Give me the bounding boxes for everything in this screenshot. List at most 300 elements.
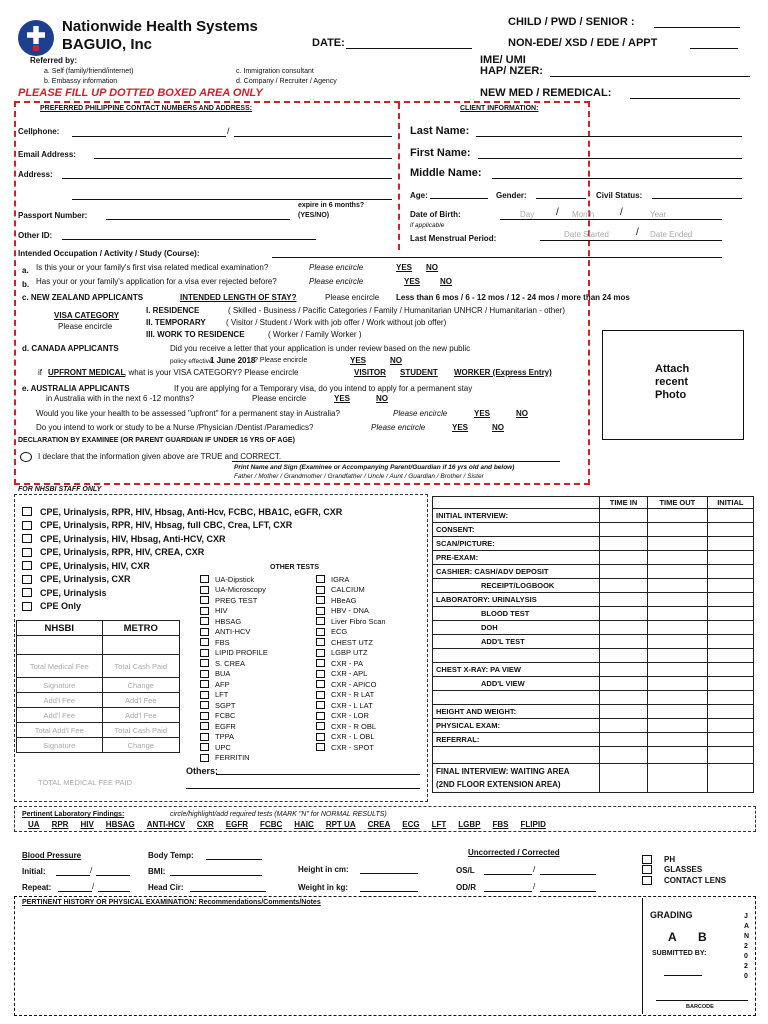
tracking-cell[interactable] <box>600 565 648 579</box>
other-test-item[interactable] <box>316 700 386 711</box>
address-field-2[interactable] <box>72 199 392 200</box>
qg-yes[interactable]: YES <box>452 423 469 432</box>
photo-box[interactable] <box>602 330 744 440</box>
tracking-cell[interactable] <box>648 663 708 677</box>
lab-test-item[interactable]: CXR <box>196 820 214 829</box>
first-name-field[interactable] <box>478 158 742 159</box>
first-name-label: First Name: <box>410 147 471 159</box>
tracking-row-label: PHYSICAL EXAM: <box>433 719 600 733</box>
fee-cell[interactable]: Total Add'l Fee <box>17 723 103 738</box>
other-test-item[interactable] <box>316 732 386 743</box>
other-tests-left <box>200 574 268 763</box>
other-test-checkbox[interactable] <box>316 659 325 667</box>
tracking-cell[interactable] <box>600 593 648 607</box>
other-test-checkbox[interactable] <box>316 617 325 625</box>
qa-yes[interactable]: YES <box>396 263 413 272</box>
referral-c: c. Immigration consultant <box>236 68 314 75</box>
tracking-cell[interactable] <box>707 764 753 793</box>
other-id-field[interactable] <box>62 239 316 240</box>
other-test-item[interactable] <box>200 595 268 606</box>
qb-no[interactable]: NO <box>440 277 452 286</box>
qb-letter: b. <box>22 280 30 289</box>
dob-day: Day <box>520 210 535 219</box>
qc-encircle: Please encircle <box>325 293 380 302</box>
tracking-cell[interactable] <box>648 593 708 607</box>
other-test-checkbox[interactable] <box>200 712 209 720</box>
exam-type: NON-EDE/ XSD / EDE / APPT <box>508 37 658 49</box>
other-test-checkbox[interactable] <box>316 607 325 615</box>
other-test-checkbox[interactable] <box>200 754 209 762</box>
lab-test-item[interactable]: HBSAG <box>105 820 135 829</box>
tracking-row-label: RECEIPT/LOGBOOK <box>433 579 600 593</box>
package-item[interactable] <box>22 573 342 587</box>
other-test-item[interactable] <box>316 658 386 669</box>
photo-label: Attach recent Photo <box>655 363 690 401</box>
od-r-field-2[interactable] <box>540 891 596 892</box>
qd-worker[interactable]: WORKER (Express Entry) <box>454 368 552 377</box>
civil-status-field[interactable] <box>652 198 742 199</box>
tracking-cell[interactable] <box>707 593 753 607</box>
tracking-cell[interactable] <box>648 677 708 691</box>
tracking-cell[interactable] <box>600 621 648 635</box>
submitted-by-field[interactable] <box>664 975 702 976</box>
tracking-cell[interactable] <box>707 565 753 579</box>
other-test-checkbox[interactable] <box>316 575 325 583</box>
lab-test-item[interactable]: FCBC <box>260 820 283 829</box>
staff-title: FOR NHSBI STAFF ONLY <box>18 486 102 493</box>
other-tests-title: OTHER TESTS <box>270 564 320 571</box>
other-test-item[interactable] <box>316 711 386 722</box>
tracking-cell[interactable] <box>707 677 753 691</box>
uncorrected-corrected: Uncorrected / Corrected <box>468 848 560 857</box>
other-test-checkbox[interactable] <box>200 638 209 646</box>
other-test-checkbox[interactable] <box>200 586 209 594</box>
tracking-cell[interactable] <box>707 607 753 621</box>
lab-test-item[interactable]: UA <box>28 820 40 829</box>
tracking-table <box>432 496 754 793</box>
declaration-checkbox[interactable] <box>20 452 32 462</box>
other-test-checkbox[interactable] <box>316 743 325 751</box>
other-test-checkbox[interactable] <box>200 575 209 583</box>
date-field[interactable] <box>346 48 472 49</box>
lab-test-item[interactable]: ANTI-HCV <box>146 820 185 829</box>
package-item[interactable] <box>22 519 342 533</box>
hap-nzer-field[interactable] <box>550 76 750 77</box>
tracking-header: INITIAL <box>707 497 753 509</box>
other-test-checkbox[interactable] <box>200 649 209 657</box>
others-field-2[interactable] <box>186 788 420 789</box>
other-test-checkbox[interactable] <box>200 596 209 604</box>
other-test-item[interactable] <box>200 700 268 711</box>
fee-cell[interactable]: Change <box>102 738 179 753</box>
tracking-cell[interactable] <box>648 509 708 523</box>
package-item[interactable] <box>22 600 342 614</box>
qf-no[interactable]: NO <box>516 409 528 418</box>
tracking-cell[interactable] <box>707 579 753 593</box>
qc-options[interactable]: Less than 6 mos / 6 - 12 mos / 12 - 24 mos / more than 24 mos <box>396 293 630 302</box>
other-test-label: FCBC <box>215 711 236 721</box>
lab-test-item[interactable]: HIV <box>80 820 94 829</box>
package-checkbox[interactable] <box>22 575 32 584</box>
tracking-cell[interactable] <box>648 607 708 621</box>
package-checkbox[interactable] <box>22 521 32 530</box>
tracking-cell[interactable] <box>648 691 708 705</box>
tracking-cell[interactable] <box>600 764 648 793</box>
other-test-checkbox[interactable] <box>316 722 325 730</box>
other-test-checkbox[interactable] <box>200 722 209 730</box>
tracking-cell[interactable] <box>648 705 708 719</box>
child-pwd-senior: CHILD / PWD / SENIOR : <box>508 16 635 28</box>
other-test-item[interactable] <box>200 648 268 659</box>
other-test-checkbox[interactable] <box>316 712 325 720</box>
other-test-item[interactable] <box>200 732 268 743</box>
package-item[interactable] <box>22 505 342 519</box>
qe-text2: in Australia with in the next 6 -12 months? <box>46 394 195 403</box>
occupation-field[interactable] <box>272 257 722 258</box>
middle-name-label: Middle Name: <box>410 167 482 179</box>
other-test-checkbox[interactable] <box>316 596 325 604</box>
other-test-label: HIV <box>215 606 228 616</box>
other-test-checkbox[interactable] <box>200 617 209 625</box>
other-test-checkbox[interactable] <box>200 680 209 688</box>
glasses-label: GLASSES <box>664 865 703 874</box>
tracking-cell[interactable] <box>707 621 753 635</box>
lab-test-item[interactable]: FLIPID <box>520 820 546 829</box>
head-cir-field[interactable] <box>190 891 266 892</box>
tracking-cell[interactable] <box>707 523 753 537</box>
other-test-item[interactable] <box>316 637 386 648</box>
gender-field[interactable] <box>536 198 586 199</box>
email-field[interactable] <box>94 158 392 159</box>
grade-b[interactable]: B <box>698 930 707 944</box>
other-test-label: CHEST UTZ <box>331 637 373 647</box>
other-test-label: UA-Dipstick <box>215 574 255 584</box>
tracking-row-label: REFERRAL: <box>433 733 600 747</box>
other-test-item[interactable] <box>316 742 386 753</box>
qf-yes[interactable]: YES <box>474 409 491 418</box>
signature-field[interactable] <box>232 461 560 462</box>
os-l-field-2[interactable] <box>540 874 596 875</box>
other-test-checkbox[interactable] <box>200 733 209 741</box>
tracking-cell[interactable] <box>707 663 753 677</box>
others-field-1[interactable] <box>216 774 420 775</box>
other-test-label: LGBP UTZ <box>331 648 368 658</box>
other-test-item[interactable] <box>316 606 386 617</box>
other-test-item[interactable] <box>200 721 268 732</box>
qa-letter: a. <box>22 266 29 275</box>
qd-yes[interactable]: YES <box>350 356 367 365</box>
fee-cell[interactable]: Signature <box>17 678 103 693</box>
lab-test-item[interactable]: RPR <box>51 820 69 829</box>
tracking-cell[interactable] <box>707 705 753 719</box>
other-test-checkbox[interactable] <box>200 628 209 636</box>
tracking-cell[interactable] <box>600 509 648 523</box>
barcode-field[interactable] <box>656 1000 748 1001</box>
gender-label: Gender: <box>496 191 527 200</box>
fee-cell[interactable]: Total Cash Paid <box>102 655 179 678</box>
package-item[interactable] <box>22 532 342 546</box>
qe-encircle: Please encircle <box>252 394 307 403</box>
other-test-label: EGFR <box>215 721 236 731</box>
tracking-cell[interactable] <box>707 719 753 733</box>
fill-notice: PLEASE FILL UP DOTTED BOXED AREA ONLY <box>18 87 263 99</box>
tracking-cell[interactable] <box>600 663 648 677</box>
other-test-item[interactable] <box>200 742 268 753</box>
passport-label: Passport Number: <box>18 211 88 220</box>
tracking-cell[interactable] <box>707 635 753 649</box>
os-l-field-1[interactable] <box>484 874 532 875</box>
other-test-label: HBV - DNA <box>331 606 369 616</box>
other-test-checkbox[interactable] <box>316 638 325 646</box>
visa-encircle: Please encircle <box>58 322 113 331</box>
other-test-item[interactable] <box>316 679 386 690</box>
age-field[interactable] <box>430 198 488 199</box>
other-test-item[interactable] <box>200 711 268 722</box>
qd-if: if <box>38 368 42 377</box>
other-tests-right <box>316 574 386 753</box>
tracking-cell[interactable] <box>600 705 648 719</box>
other-test-checkbox[interactable] <box>200 670 209 678</box>
other-test-label: Liver Fibro Scan <box>331 616 386 626</box>
package-checkbox[interactable] <box>22 588 32 597</box>
lab-test-item[interactable]: EGFR <box>225 820 249 829</box>
cellphone-field-1[interactable] <box>72 136 226 137</box>
tracking-row-label: BLOOD TEST <box>433 607 600 621</box>
work-to-residence-options[interactable]: ( Worker / Family Worker ) <box>268 330 362 339</box>
tracking-cell[interactable] <box>648 733 708 747</box>
other-test-item[interactable] <box>200 753 268 764</box>
lab-test-list <box>28 820 558 829</box>
declaration-text: I declare that the information given above are TRUE and CORRECT. <box>38 452 282 461</box>
total-fee-paid: TOTAL MEDICAL FEE PAID <box>38 778 133 787</box>
other-test-checkbox[interactable] <box>316 701 325 709</box>
other-test-item[interactable] <box>316 574 386 585</box>
bp-repeat-field-2[interactable] <box>98 891 130 892</box>
other-test-item[interactable] <box>200 585 268 596</box>
tracking-cell[interactable] <box>600 537 648 551</box>
bp-initial-field-2[interactable] <box>96 875 130 876</box>
tracking-cell[interactable] <box>648 523 708 537</box>
new-med-field[interactable] <box>630 98 740 99</box>
qd-student[interactable]: STUDENT <box>400 368 438 377</box>
email-label: Email Address: <box>18 150 76 159</box>
height-field[interactable] <box>360 873 418 874</box>
other-test-item[interactable] <box>316 627 386 638</box>
tracking-cell[interactable] <box>648 537 708 551</box>
qe-no[interactable]: NO <box>376 394 388 403</box>
body-temp-field[interactable] <box>206 859 262 860</box>
tracking-cell[interactable] <box>600 607 648 621</box>
address-field-1[interactable] <box>62 178 392 179</box>
tracking-row-label: PRE-EXAM: <box>433 551 600 565</box>
tracking-cell[interactable] <box>600 635 648 649</box>
cellphone-field-2[interactable] <box>234 136 392 137</box>
fee-cell[interactable]: Total Cash Paid <box>102 723 179 738</box>
other-test-item[interactable] <box>200 627 268 638</box>
other-test-item[interactable] <box>200 690 268 701</box>
referred-by: Referred by: <box>30 56 78 65</box>
other-test-item[interactable] <box>200 679 268 690</box>
cross-icon <box>27 26 45 44</box>
package-item[interactable] <box>22 586 342 600</box>
tracking-cell[interactable] <box>648 579 708 593</box>
fee-cell[interactable]: Add'l Fee <box>102 693 179 708</box>
tracking-cell[interactable] <box>648 565 708 579</box>
tracking-cell[interactable] <box>600 551 648 565</box>
qa-no[interactable]: NO <box>426 263 438 272</box>
lmp-label: Last Menstrual Period: <box>410 234 497 243</box>
bp-initial-field-1[interactable] <box>56 875 90 876</box>
fee-cell[interactable]: Add'l Fee <box>102 708 179 723</box>
other-test-item[interactable] <box>316 690 386 701</box>
qd-no[interactable]: NO <box>390 356 402 365</box>
other-test-checkbox[interactable] <box>200 607 209 615</box>
tracking-cell[interactable] <box>600 719 648 733</box>
new-med-remedical: NEW MED / REMEDICAL: <box>480 87 612 99</box>
last-name-label: Last Name: <box>410 125 470 137</box>
other-test-item[interactable] <box>316 669 386 680</box>
tracking-cell[interactable] <box>648 764 708 793</box>
body-temp-label: Body Temp: <box>148 851 194 860</box>
package-checkbox[interactable] <box>22 507 32 516</box>
other-test-checkbox[interactable] <box>316 733 325 741</box>
other-test-checkbox[interactable] <box>316 680 325 688</box>
tracking-cell[interactable] <box>707 691 753 705</box>
lab-test-item[interactable]: HAIC <box>294 820 314 829</box>
fee-cell[interactable]: Total Medical Fee <box>17 655 103 678</box>
lab-test-item[interactable]: LFT <box>431 820 447 829</box>
passport-field[interactable] <box>106 219 290 220</box>
other-test-item[interactable] <box>200 669 268 680</box>
qd-text: Did you receive a letter that your application is under review based on the new public <box>170 344 471 353</box>
other-test-item[interactable] <box>200 637 268 648</box>
other-test-item[interactable] <box>200 658 268 669</box>
tracking-cell[interactable] <box>707 537 753 551</box>
qg-no[interactable]: NO <box>492 423 504 432</box>
other-test-item[interactable] <box>200 606 268 617</box>
grade-a[interactable]: A <box>668 930 677 944</box>
other-test-label: CXR - L LAT <box>331 700 373 710</box>
package-checkbox[interactable] <box>22 561 32 570</box>
ph-checkbox[interactable] <box>642 855 652 864</box>
child-pwd-senior-field[interactable] <box>654 27 740 28</box>
temporary: II. TEMPORARY <box>146 318 206 327</box>
submitted-by: SUBMITTED BY: <box>652 950 707 957</box>
qe-yes[interactable]: YES <box>334 394 351 403</box>
tracking-cell[interactable] <box>600 677 648 691</box>
other-test-checkbox[interactable] <box>200 743 209 751</box>
lab-test-item[interactable]: LGBP <box>458 820 481 829</box>
other-test-checkbox[interactable] <box>316 691 325 699</box>
bmi-field[interactable] <box>170 875 262 876</box>
tracking-header: TIME IN <box>600 497 648 509</box>
last-name-field[interactable] <box>476 136 742 137</box>
other-test-checkbox[interactable] <box>200 701 209 709</box>
other-test-item[interactable] <box>200 574 268 585</box>
tracking-cell[interactable] <box>707 649 753 663</box>
contact-lens-checkbox[interactable] <box>642 876 652 885</box>
tracking-cell[interactable] <box>648 719 708 733</box>
tracking-cell[interactable] <box>648 635 708 649</box>
middle-name-field[interactable] <box>492 178 742 179</box>
tracking-cell[interactable] <box>648 649 708 663</box>
tracking-cell[interactable] <box>600 691 648 705</box>
other-test-label: FERRITIN <box>215 753 250 763</box>
package-checkbox[interactable] <box>22 548 32 557</box>
exam-type-field[interactable] <box>690 48 738 49</box>
residence: I. RESIDENCE <box>146 306 200 315</box>
tracking-cell[interactable] <box>600 579 648 593</box>
lmp-field[interactable] <box>540 240 722 241</box>
od-r-field-1[interactable] <box>484 891 532 892</box>
dob-field[interactable] <box>500 219 722 220</box>
other-test-item[interactable] <box>316 585 386 596</box>
tracking-cell[interactable] <box>707 733 753 747</box>
lab-test-item[interactable]: ECG <box>402 820 420 829</box>
package-label: CPE, Urinalysis, HIV, Hbsag, Anti-HCV, CXR <box>40 533 226 544</box>
fee-cell[interactable]: Add'l Fee <box>17 693 103 708</box>
other-test-checkbox[interactable] <box>316 586 325 594</box>
other-test-label: CXR - PA <box>331 658 363 668</box>
fee-cell[interactable]: Change <box>102 678 179 693</box>
other-test-item[interactable] <box>316 721 386 732</box>
lab-title: Pertinent Laboratory Findings: <box>22 811 125 818</box>
tracking-cell[interactable] <box>600 523 648 537</box>
other-test-checkbox[interactable] <box>316 649 325 657</box>
package-label: CPE, Urinalysis, CXR <box>40 574 131 585</box>
residence-options[interactable]: ( Skilled - Business / Pacific Categories / Family / Humanitarian UNHCR / Humanitarian - other) <box>228 306 565 315</box>
fee-cell[interactable]: Signature <box>17 738 103 753</box>
package-label: CPE, Urinalysis, RPR, HIV, Hbsag, full CBC, Crea, LFT, CXR <box>40 520 293 531</box>
other-test-item[interactable] <box>316 648 386 659</box>
tracking-cell[interactable] <box>648 621 708 635</box>
other-test-checkbox[interactable] <box>200 691 209 699</box>
temporary-options[interactable]: ( Visitor / Student / Work with job offer / Work without job offer) <box>226 318 447 327</box>
other-test-item[interactable] <box>316 616 386 627</box>
other-test-checkbox[interactable] <box>316 670 325 678</box>
fee-cell[interactable]: Add'l Fee <box>17 708 103 723</box>
other-test-checkbox[interactable] <box>316 628 325 636</box>
tracking-cell[interactable] <box>707 551 753 565</box>
lab-test-item[interactable]: RPT UA <box>325 820 356 829</box>
tracking-header: TIME OUT <box>648 497 708 509</box>
other-test-item[interactable] <box>200 616 268 627</box>
weight-field[interactable] <box>360 891 418 892</box>
bp-repeat-field-1[interactable] <box>58 891 92 892</box>
other-test-item[interactable] <box>316 595 386 606</box>
qb-yes[interactable]: YES <box>404 277 421 286</box>
tracking-row-label: SCAN/PICTURE: <box>433 537 600 551</box>
glasses-checkbox[interactable] <box>642 865 652 874</box>
tracking-cell[interactable] <box>707 509 753 523</box>
fee-table <box>16 620 180 753</box>
other-test-checkbox[interactable] <box>200 659 209 667</box>
tracking-cell[interactable] <box>600 649 648 663</box>
tracking-cell[interactable] <box>648 551 708 565</box>
qd-visitor[interactable]: VISITOR <box>354 368 386 377</box>
package-item[interactable] <box>22 546 342 560</box>
history-title: PERTINENT HISTORY OR PHYSICAL EXAMINATION: Recommendations/Comments/Notes <box>22 899 321 906</box>
qe-label: e. AUSTRALIA APPLICANTS <box>22 384 130 393</box>
civil-status-label: Civil Status: <box>596 191 643 200</box>
qd-label: d. CANADA APPLICANTS <box>22 344 119 353</box>
lab-test-item[interactable]: FBS <box>492 820 509 829</box>
lab-test-item[interactable]: CREA <box>367 820 391 829</box>
tracking-cell[interactable] <box>600 733 648 747</box>
package-checkbox[interactable] <box>22 534 32 543</box>
package-checkbox[interactable] <box>22 602 32 611</box>
visa-category: VISA CATEGORY <box>54 311 120 320</box>
